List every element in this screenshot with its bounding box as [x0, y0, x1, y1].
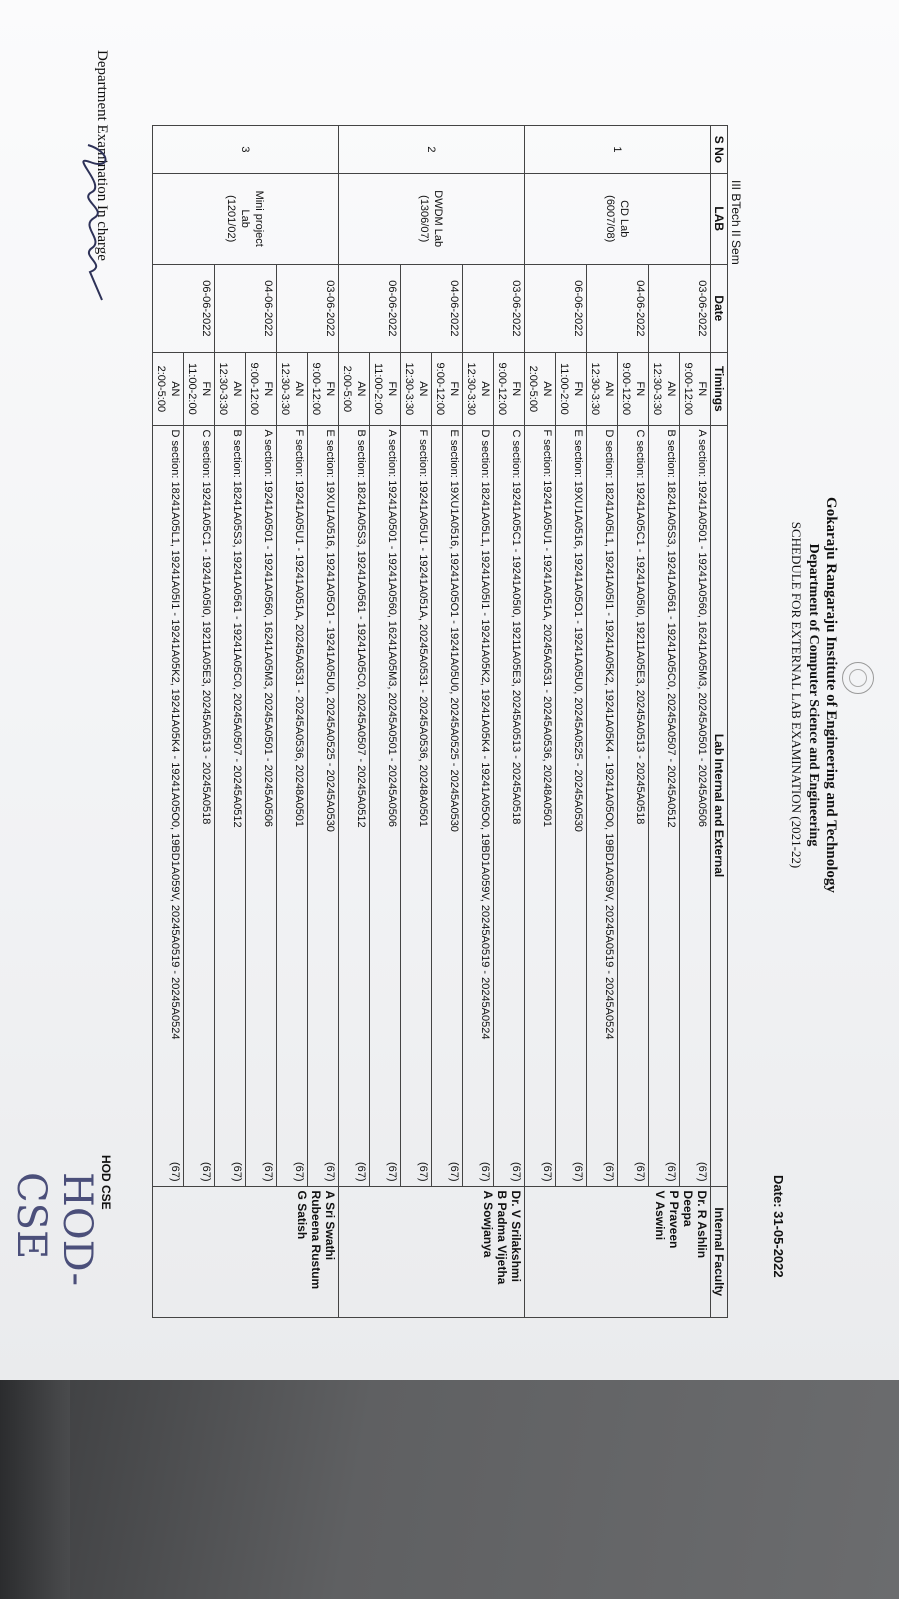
- lab-sno: 1: [525, 126, 711, 174]
- student-count: (67): [262, 1161, 274, 1182]
- section-detail: [587, 425, 618, 1186]
- hod-handwritten: HOD-CSE: [8, 1172, 100, 1287]
- section-rolls: E section: 19XU1A0516, 19241A05O1 - 19241A05U0, 20245A0525 - 20245A0530: [572, 429, 584, 832]
- section-detail: [370, 425, 401, 1186]
- student-count: (67): [386, 1161, 398, 1182]
- header-faculty: Internal Faculty: [711, 1186, 728, 1317]
- student-count: (67): [572, 1161, 584, 1182]
- internal-faculty: Dr. V Srilakshmi B Padma Vijetha A Sowjanya: [339, 1186, 525, 1317]
- lab-name: DWDM Lab (1306/07): [339, 173, 525, 264]
- section-rolls: C section: 19241A05C1 - 19241A05I0, 19211A05E3, 20245A0513 - 20245A0518: [200, 429, 212, 825]
- student-count: (67): [200, 1161, 212, 1182]
- student-count: (67): [448, 1161, 460, 1182]
- section-detail: [494, 425, 525, 1186]
- section-detail: [308, 425, 339, 1186]
- student-count: (67): [417, 1161, 429, 1182]
- semester-label: III BTech II Sem: [729, 180, 743, 265]
- signature-scribble: [76, 140, 116, 305]
- section-detail: [556, 425, 587, 1186]
- session-timing: AN 2:00-5:00: [525, 353, 556, 425]
- table-row: [370, 126, 401, 1318]
- session-timing: AN 12:30-3:30: [215, 353, 246, 425]
- section-detail: [153, 425, 184, 1186]
- table-header-row: [711, 126, 728, 1318]
- student-count: (67): [293, 1161, 305, 1182]
- student-count: (67): [696, 1161, 708, 1182]
- exam-date: 03-06-2022: [463, 264, 525, 353]
- exam-incharge-label: Department Examination In charge: [94, 50, 110, 261]
- student-count: (67): [479, 1161, 491, 1182]
- section-rolls: F section: 19241A05U1 - 19241A051A, 20245A0531 - 20245A0536, 20248A0501: [541, 429, 553, 828]
- lab-name: CD Lab (6007/08): [525, 173, 711, 264]
- session-timing: AN 2:00-5:00: [339, 353, 370, 425]
- student-count: (67): [634, 1161, 646, 1182]
- section-detail: [463, 425, 494, 1186]
- header-date: Date: [711, 264, 728, 353]
- table-row: [494, 126, 525, 1318]
- student-count: (67): [169, 1161, 181, 1182]
- exam-date: 03-06-2022: [649, 264, 711, 353]
- session-timing: AN 12:30-3:30: [463, 353, 494, 425]
- table-row: [308, 126, 339, 1318]
- section-rolls: B section: 18241A05S3, 19241A0561 - 19241A05C0, 20245A0507 - 20245A0512: [665, 429, 677, 828]
- session-timing: FN 11:00-2:00: [370, 353, 401, 425]
- section-detail: [215, 425, 246, 1186]
- section-rolls: E section: 19XU1A0516, 19241A05O1 - 19241A05U0, 20245A0525 - 20245A0530: [324, 429, 336, 832]
- section-rolls: D section: 18241A05L1, 19241A05I1 - 19241A05K2, 19241A05K4 - 19241A05O0, 19BD1A059V, 20245A0519 - 20245A0524: [479, 429, 491, 1040]
- lab-sno: 2: [339, 126, 525, 174]
- header-detail: Lab Internal and External: [711, 425, 728, 1186]
- schedule-title: SCHEDULE FOR EXTERNAL LAB EXAMINATION (2021-22): [789, 521, 804, 869]
- section-detail: [401, 425, 432, 1186]
- schedule-table: [152, 125, 728, 1318]
- exam-date: 04-06-2022: [215, 264, 277, 353]
- student-count: (67): [541, 1161, 553, 1182]
- institute-name: Gokaraju Rangaraju Institute of Engineering and Technology: [823, 497, 839, 893]
- header-timings: Timings: [711, 353, 728, 425]
- floor-background: [0, 1380, 899, 1599]
- session-timing: AN 12:30-3:30: [401, 353, 432, 425]
- header-sno: S No: [711, 126, 728, 174]
- exam-date: 03-06-2022: [277, 264, 339, 353]
- session-timing: FN 9:00-12:00: [432, 353, 463, 425]
- session-timing: FN 9:00-12:00: [308, 353, 339, 425]
- department-name: Department of Computer Science and Engineering: [806, 543, 821, 847]
- internal-faculty: A Sri Swathi Rubeena Rustum G Satish: [153, 1186, 339, 1317]
- student-count: (67): [510, 1161, 522, 1182]
- lab-name: Mini project Lab (1201/02): [153, 173, 339, 264]
- section-detail: [432, 425, 463, 1186]
- session-timing: AN 12:30-3:30: [587, 353, 618, 425]
- exam-date: 06-06-2022: [153, 264, 215, 353]
- session-timing: FN 9:00-12:00: [494, 353, 525, 425]
- session-timing: FN 11:00-2:00: [184, 353, 215, 425]
- section-detail: [277, 425, 308, 1186]
- header-lab: LAB: [711, 173, 728, 264]
- student-count: (67): [355, 1161, 367, 1182]
- session-timing: AN 12:30-3:30: [649, 353, 680, 425]
- section-rolls: D section: 18241A05L1, 19241A05I1 - 19241A05K2, 19241A05K4 - 19241A05O0, 19BD1A059V, 20245A0519 - 20245A0524: [169, 429, 181, 1040]
- student-count: (67): [231, 1161, 243, 1182]
- table-row: [246, 126, 277, 1318]
- section-rolls: C section: 19241A05C1 - 19241A05I0, 19211A05E3, 20245A0513 - 20245A0518: [510, 429, 522, 825]
- section-rolls: D section: 18241A05L1, 19241A05I1 - 19241A05K2, 19241A05K4 - 19241A05O0, 19BD1A059V, 20245A0519 - 20245A0524: [603, 429, 615, 1040]
- section-rolls: B section: 18241A05S3, 19241A0561 - 19241A05C0, 20245A0507 - 20245A0512: [231, 429, 243, 828]
- schedule-body: [153, 126, 711, 1318]
- table-row: [432, 126, 463, 1318]
- session-timing: AN 12:30-3:30: [277, 353, 308, 425]
- issue-date: Date: 31-05-2022: [771, 1175, 786, 1278]
- wall-edge: [0, 1380, 70, 1599]
- section-rolls: B section: 18241A05S3, 19241A0561 - 19241A05C0, 20245A0507 - 20245A0512: [355, 429, 367, 828]
- internal-faculty: Dr. R Ashlin Deepa P Praveen V Aswini: [525, 1186, 711, 1317]
- lab-sno: 3: [153, 126, 339, 174]
- exam-date: 06-06-2022: [339, 264, 401, 353]
- section-rolls: A section: 19241A0501 - 19241A0560, 16241A05M3, 20245A0501 - 20245A0506: [386, 429, 398, 828]
- session-timing: FN 9:00-12:00: [246, 353, 277, 425]
- student-count: (67): [603, 1161, 615, 1182]
- exam-date: 04-06-2022: [401, 264, 463, 353]
- section-rolls: C section: 19241A05C1 - 19241A05I0, 19211A05E3, 20245A0513 - 20245A0518: [634, 429, 646, 825]
- section-rolls: A section: 19241A0501 - 19241A0560, 16241A05M3, 20245A0501 - 20245A0506: [696, 429, 708, 828]
- section-detail: [339, 425, 370, 1186]
- session-timing: FN 9:00-12:00: [618, 353, 649, 425]
- schedule-sheet: [8, 50, 876, 1340]
- institute-seal-icon: [842, 662, 874, 694]
- session-timing: AN 2:00-5:00: [153, 353, 184, 425]
- table-row: [184, 126, 215, 1318]
- section-detail: [184, 425, 215, 1186]
- table-row: [680, 126, 711, 1318]
- section-rolls: F section: 19241A05U1 - 19241A051A, 20245A0531 - 20245A0536, 20248A0501: [417, 429, 429, 828]
- student-count: (67): [324, 1161, 336, 1182]
- table-row: [556, 126, 587, 1318]
- section-detail: [649, 425, 680, 1186]
- section-rolls: E section: 19XU1A0516, 19241A05O1 - 19241A05U0, 20245A0525 - 20245A0530: [448, 429, 460, 832]
- exam-date: 06-06-2022: [525, 264, 587, 353]
- section-detail: [680, 425, 711, 1186]
- section-detail: [618, 425, 649, 1186]
- session-timing: FN 9:00-12:00: [680, 353, 711, 425]
- table-row: [618, 126, 649, 1318]
- hod-label: HOD CSE: [99, 1155, 113, 1210]
- session-timing: FN 11:00-2:00: [556, 353, 587, 425]
- section-rolls: A section: 19241A0501 - 19241A0560, 16241A05M3, 20245A0501 - 20245A0506: [262, 429, 274, 828]
- student-count: (67): [665, 1161, 677, 1182]
- section-detail: [525, 425, 556, 1186]
- section-rolls: F section: 19241A05U1 - 19241A051A, 20245A0531 - 20245A0536, 20248A0501: [293, 429, 305, 828]
- section-detail: [246, 425, 277, 1186]
- exam-date: 04-06-2022: [587, 264, 649, 353]
